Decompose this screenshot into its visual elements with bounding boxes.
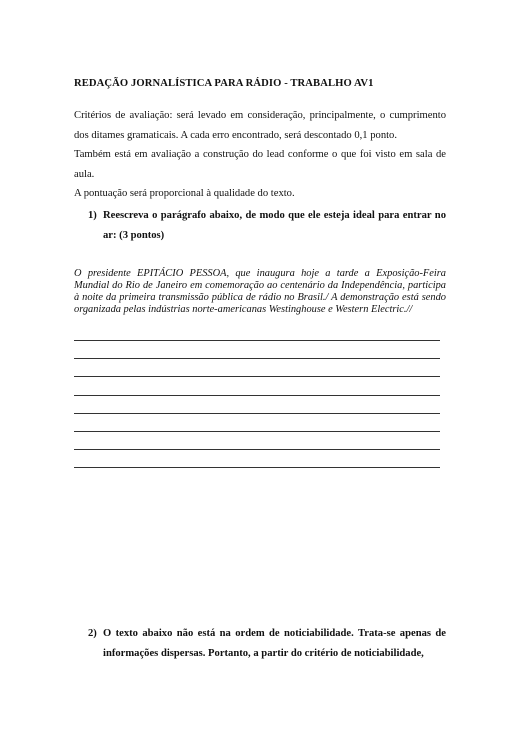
source-paragraph: O presidente EPITÁCIO PESSOA, que inaugura hoje a tarde a Exposição-Feira Mundial do Rio de Janeiro em comemoração ao centenário da Independência, participa à noite da primeira transmissão pública de rádio no Brasil./ A demonstração está sendo organizada pelas indústrias norte-americanas Westinghouse e Western Electric.//: [74, 268, 446, 315]
answer-line[interactable]: [74, 413, 440, 414]
question-2-number: 2): [88, 628, 97, 639]
answer-line[interactable]: [74, 449, 440, 450]
answer-line[interactable]: [74, 358, 440, 359]
answer-lines[interactable]: [74, 340, 440, 486]
answer-line[interactable]: [74, 395, 440, 396]
answer-line[interactable]: [74, 467, 440, 468]
evaluation-criteria: [74, 106, 446, 204]
question-2-text: O texto abaixo não está na ordem de noticiabilidade. Trata-se apenas de informações dispersas. Portanto, a partir do critério de noticiabilidade,: [103, 628, 446, 659]
answer-line[interactable]: [74, 376, 440, 377]
answer-line[interactable]: [74, 431, 440, 432]
criteria-paragraph-3: A pontuação será proporcional à qualidade do texto.: [74, 188, 295, 199]
question-2: [88, 624, 446, 664]
question-1-number: 1): [88, 210, 97, 221]
criteria-paragraph-2: Também está em avaliação a construção do lead conforme o que foi visto em sala de aula.: [74, 149, 446, 180]
answer-line[interactable]: [74, 340, 440, 341]
question-1-text: Reescreva o parágrafo abaixo, de modo que ele esteja ideal para entrar no ar: (3 pontos): [103, 210, 446, 241]
document-title: REDAÇÃO JORNALÍSTICA PARA RÁDIO - TRABALHO AV1: [74, 78, 374, 89]
criteria-paragraph-1: Critérios de avaliação: será levado em consideração, principalmente, o cumprimento dos ditames gramaticais. A cada erro encontrado, será descontado 0,1 ponto.: [74, 110, 446, 141]
question-1: [88, 206, 446, 246]
